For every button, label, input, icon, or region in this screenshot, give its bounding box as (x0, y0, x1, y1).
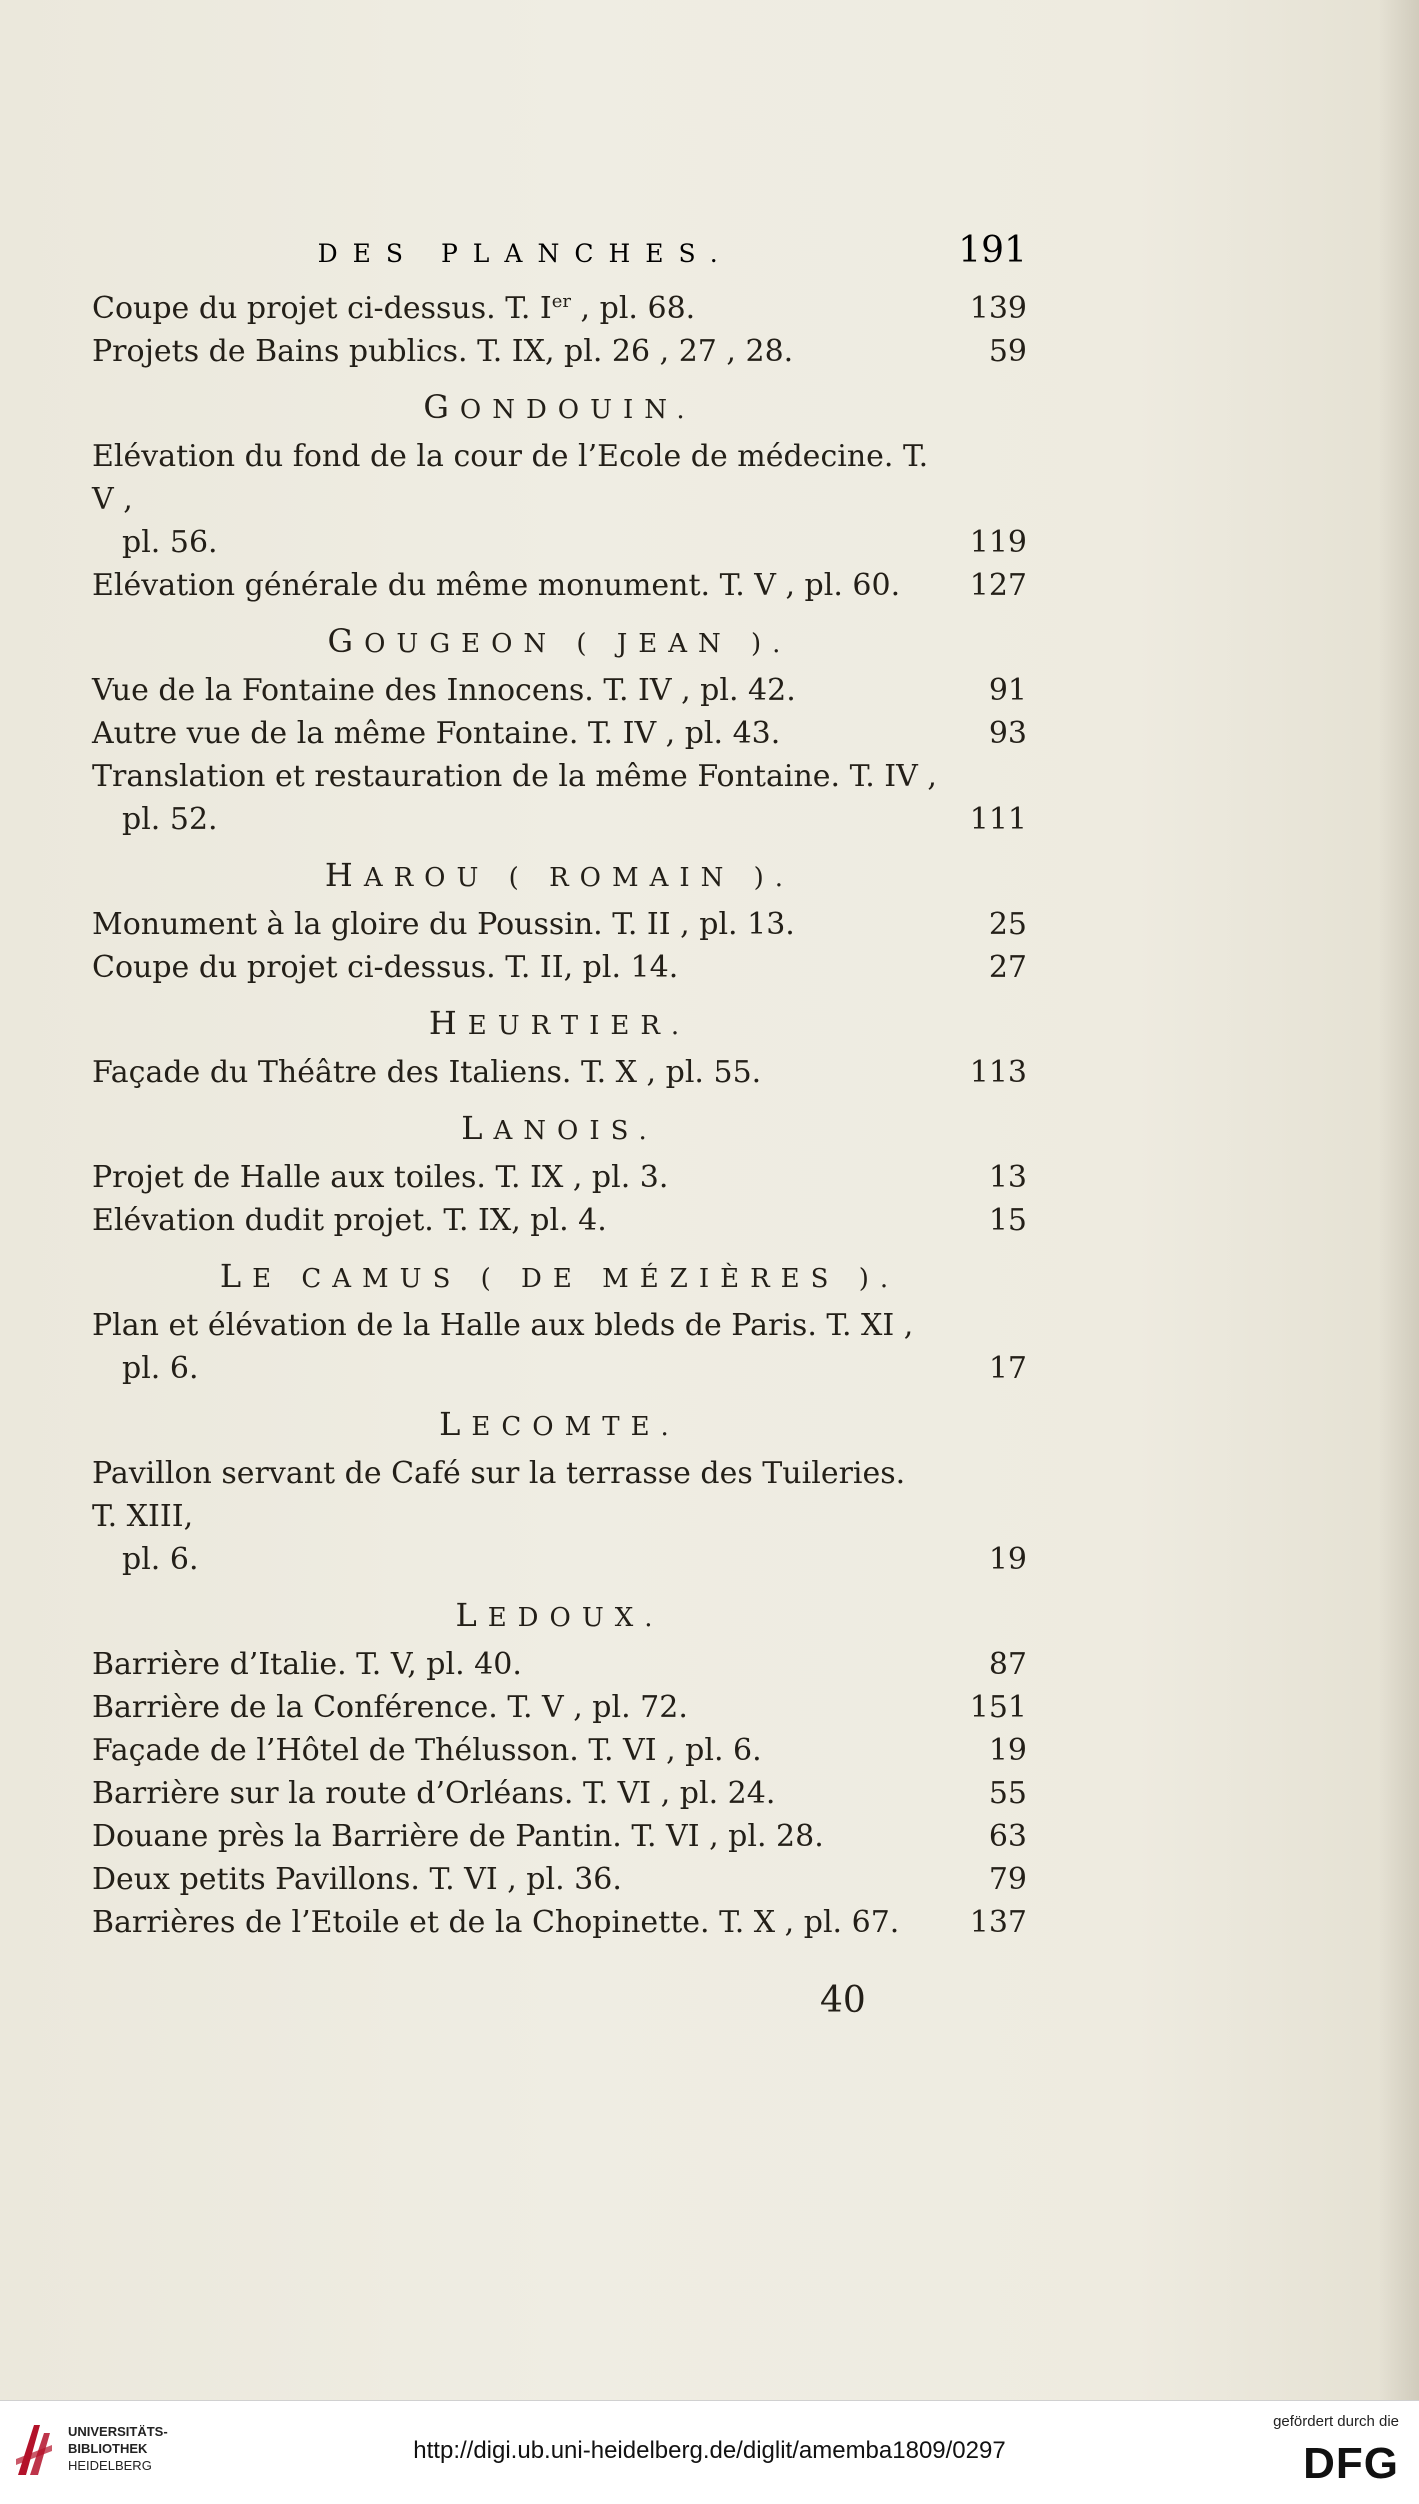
entry-text: Autre vue de la même Fontaine. T. IV , pl. 43. (92, 716, 781, 751)
library-line-2: BIBLIOTHEK (68, 2441, 148, 2456)
index-entry (92, 1686, 1027, 1729)
entry-page-number: 137 (969, 1905, 1027, 1940)
library-line-1: UNIVERSITÄTS- (68, 2424, 168, 2439)
entry-text: Vue de la Fontaine des Innocens. T. IV , pl. 42. (92, 673, 796, 708)
funded-by-label: gefördert durch die (1273, 2413, 1399, 2430)
index-entry (92, 712, 1027, 755)
entry-page-number: 59 (988, 334, 1027, 369)
entry-page-number: 151 (969, 1690, 1027, 1725)
entry-page-number: 119 (969, 525, 1027, 560)
entry-page-number: 17 (988, 1351, 1027, 1386)
entry-text: Façade de l’Hôtel de Thélusson. T. VI , pl. 6. (92, 1733, 762, 1768)
author-heading: GOUGEON ( JEAN ). (327, 622, 792, 660)
entry-page-number: 15 (988, 1203, 1027, 1238)
author-heading: HEURTIER. (428, 1004, 691, 1042)
page-number: 191 (958, 230, 1027, 271)
entry-text: Barrière sur la route d’Orléans. T. VI , pl. 24. (92, 1776, 776, 1811)
entry-text: Barrière d’Italie. T. V, pl. 40. (92, 1647, 522, 1682)
entry-text: Barrière de la Conférence. T. V , pl. 72. (92, 1690, 688, 1725)
index-entry (92, 755, 1027, 841)
entry-text: Façade du Théâtre des Italiens. T. X , pl. 55. (92, 1055, 762, 1090)
entry-text: Douane près la Barrière de Pantin. T. VI , pl. 28. (92, 1819, 824, 1854)
entry-page-number: 113 (969, 1055, 1027, 1090)
viewer-footer (0, 2400, 1419, 2504)
entry-page-number: 63 (988, 1819, 1027, 1854)
entry-text: Plan et élévation de la Halle aux bleds de Paris. T. XI , (92, 1308, 914, 1343)
library-line-3: HEIDELBERG (68, 2458, 152, 2473)
entry-page-number: 19 (988, 1733, 1027, 1768)
entry-text: Elévation dudit projet. T. IX, pl. 4. (92, 1203, 607, 1238)
entry-text: Translation et restauration de la même Fontaine. T. IV , (92, 759, 937, 794)
running-header (92, 230, 1027, 271)
index-entry (92, 1643, 1027, 1686)
author-heading: HAROU ( ROMAIN ). (324, 856, 795, 894)
index-entry (92, 1815, 1027, 1858)
entry-continuation: pl. 6. (122, 1351, 199, 1386)
index-entry (92, 1772, 1027, 1815)
entry-text: Projet de Halle aux toiles. T. IX , pl. 3. (92, 1160, 669, 1195)
author-heading: LEDOUX. (455, 1596, 664, 1634)
entry-continuation: pl. 52. (122, 802, 218, 837)
entry-page-number: 111 (969, 802, 1027, 837)
entry-text: Coupe du projet ci-dessus. T. II, pl. 14. (92, 950, 679, 985)
entry-page-number: 91 (988, 673, 1027, 708)
index-entry (92, 669, 1027, 712)
index-entry (92, 280, 1027, 330)
index-entry (92, 1858, 1027, 1901)
entry-page-number: 13 (988, 1160, 1027, 1195)
index-entry (92, 1304, 1027, 1390)
index-entry (92, 435, 1027, 564)
dfg-logo[interactable]: DFG (1303, 2439, 1399, 2488)
index-entry (92, 903, 1027, 946)
entry-page-number: 79 (988, 1862, 1027, 1897)
entry-text: Pavillon servant de Café sur la terrasse des Tuileries. T. XIII, (92, 1456, 906, 1534)
entry-superscript: er (551, 291, 572, 312)
entry-text: Barrières de l’Etoile et de la Chopinette. T. X , pl. 67. (92, 1905, 900, 1940)
author-heading: LECOMTE. (439, 1405, 680, 1443)
entry-page-number: 139 (969, 291, 1027, 326)
entry-text: Elévation générale du même monument. T. V , pl. 60. (92, 568, 901, 603)
author-heading: LANOIS. (461, 1109, 658, 1147)
page-spine-shadow (1379, 0, 1419, 2400)
author-heading: LE CAMUS ( DE MÉZIÈRES ). (219, 1257, 900, 1295)
index-entry (92, 1729, 1027, 1772)
index-entry (92, 1452, 1027, 1581)
permalink-url[interactable]: http://digi.ub.uni-heidelberg.de/diglit/amemba1809/0297 (413, 2437, 1006, 2464)
catchword: 40 (820, 1980, 866, 2021)
entry-page-number: 87 (988, 1647, 1027, 1682)
entry-text: Monument à la gloire du Poussin. T. II , pl. 13. (92, 907, 795, 942)
running-title: DES PLANCHES. (317, 239, 733, 268)
entry-text: Elévation du fond de la cour de l’Ecole de médecine. T. V , (92, 439, 929, 517)
entry-page-number: 127 (969, 568, 1027, 603)
index-entry (92, 564, 1027, 607)
index-entry (92, 1901, 1027, 1944)
entry-page-number: 93 (988, 716, 1027, 751)
index-entry (92, 330, 1027, 373)
entry-text: Coupe du projet ci-dessus. T. Ier , pl. 68. (92, 291, 696, 326)
index-entry (92, 1051, 1027, 1094)
index-body (92, 280, 1027, 1944)
entry-page-number: 19 (988, 1542, 1027, 1577)
entry-page-number: 55 (988, 1776, 1027, 1811)
entry-text: Deux petits Pavillons. T. VI , pl. 36. (92, 1862, 622, 1897)
entry-page-number: 27 (988, 950, 1027, 985)
index-entry (92, 946, 1027, 989)
entry-continuation: pl. 6. (122, 1542, 199, 1577)
index-entry (92, 1156, 1027, 1199)
author-heading: GONDOUIN. (423, 388, 696, 426)
entry-text: Projets de Bains publics. T. IX, pl. 26 , 27 , 28. (92, 334, 794, 369)
entry-page-number: 25 (988, 907, 1027, 942)
entry-continuation: pl. 56. (122, 525, 218, 560)
index-entry (92, 1199, 1027, 1242)
